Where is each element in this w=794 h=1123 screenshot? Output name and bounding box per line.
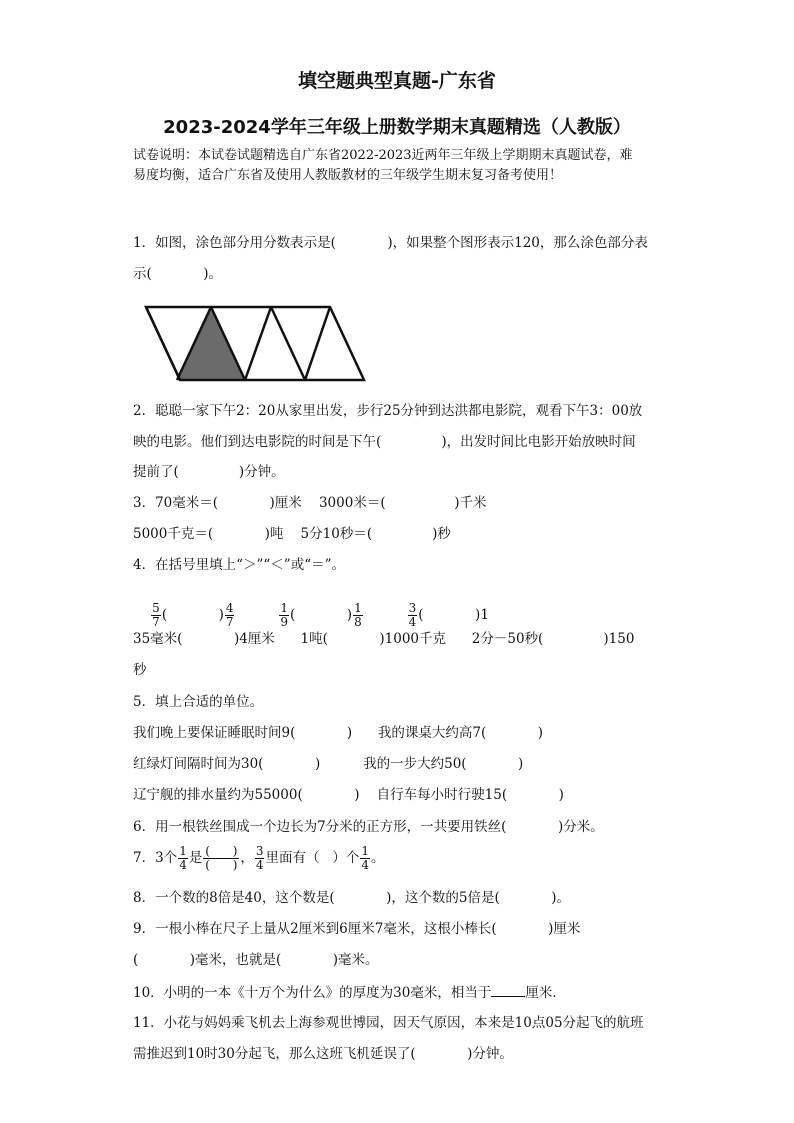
page-title: 填空题典型真题-广东省	[298, 70, 496, 92]
question-2-line-2: 映的电影。他们到达电影院的时间是下午( )，出发时间比电影开始放映时间	[133, 434, 636, 450]
question-1-line-1: 1．如图，涂色部分用分数表示是( )，如果整个图形表示120，那么涂色部分表	[133, 235, 648, 251]
fraction: $\frac{3}{4}$	[255, 844, 264, 872]
question-5-line-4: 辽宁舰的排水量约为55000( ) 自行车每小时行驶15( )	[133, 787, 564, 803]
question-6-line-1: 6．用一根铁丝围成一个边长为7分米的正方形，一共要用铁丝( )分米。	[133, 819, 604, 835]
question-3-line-2: 5000千克＝( )吨 5分10秒＝( )秒	[133, 526, 451, 542]
question-5-line-2: 我们晚上要保证睡眠时间9( ) 我的课桌大约高7( )	[133, 725, 543, 741]
fraction: $\frac{1}{9}$	[280, 601, 289, 629]
question-11-line-1: 11．小花与妈妈乘飞机去上海参观世博园，因天气原因，本来是10点05分起飞的航班	[133, 1015, 644, 1031]
divider-line	[146, 307, 180, 380]
answer-blank-underline[interactable]	[491, 983, 525, 997]
fraction: $\frac{1}{4}$	[361, 844, 369, 872]
question-10-line-1: 10．小明的一本《十万个为什么》的厚度为30毫米，相当于 厘米．	[133, 985, 566, 1001]
question-4-line-1: 4．在括号里填上“＞”“＜”或“＝”。	[133, 557, 345, 573]
fraction: $\frac{3}{4}$	[408, 601, 417, 629]
shaded-triangle	[177, 307, 245, 380]
question-8-line-1: 8．一个数的8倍是40，这个数是( )，这个数的5倍是( )。	[133, 890, 571, 906]
fraction: $\frac{4}{7}$	[225, 601, 234, 629]
fraction: $\frac{1}{8}$	[354, 601, 362, 629]
divider-line	[245, 307, 271, 380]
question-4-line-4: 秒	[133, 662, 147, 678]
question-2-line-3: 提前了( )分钟。	[133, 464, 285, 480]
divider-line	[271, 307, 305, 380]
intro-line-2: 易度均衡，适合广东省及使用人教版教材的三年级学生期末复习备考使用！	[133, 168, 563, 183]
question-2-line-1: 2．聪聪一家下午2：20从家里出发，步行25分钟到达洪都电影院，观看下午3：00放	[133, 403, 643, 419]
parallelogram-outline	[146, 307, 364, 380]
question-3-line-1: 3．70毫米＝( )厘米 3000米＝( )千米	[133, 495, 487, 511]
divider-line	[305, 307, 330, 380]
page-subtitle: 2023-2024学年三年级上册数学期末真题精选（人教版）	[163, 117, 631, 138]
question-4-fraction-row: $\frac{5}{7}$ ( ) $\frac{4}{7}$ $\frac{1}{9}$ ( ) $\frac{1}{8}$ $\frac{3}{4}$ ( )1	[152, 601, 489, 629]
question-9-line-1: 9．一根小棒在尺子上量从2厘米到6厘米7毫米，这根小棒长( )厘米	[133, 921, 581, 937]
fraction-answer-blank[interactable]: $\frac{( )}{( )}$	[205, 844, 238, 872]
fraction: $\frac{5}{7}$	[152, 601, 160, 629]
fraction: $\frac{1}{4}$	[179, 844, 187, 872]
question-9-line-2: ( )毫米，也就是( )毫米。	[133, 952, 379, 968]
question-4-line-3: 35毫米( )4厘米 1吨( )1000千克 2分－50秒( )150	[133, 631, 635, 647]
question-1-line-2: 示( )。	[133, 266, 223, 282]
intro-line-1: 试卷说明：本试卷试题精选自广东省2022-2023近两年三年级上学期期末真题试卷，难	[133, 148, 633, 163]
question-7-line-1: 7．3个 $\frac{1}{4}$ 是 $\frac{( )}{( )}$ ， $\frac{3}{4}$ 里面有（ ）个 $\frac{1}{4}$ 。	[133, 844, 385, 872]
triangle-strip-figure	[143, 303, 368, 385]
question-5-line-1: 5．填上合适的单位。	[133, 694, 264, 710]
question-5-line-3: 红绿灯间隔时间为30( ) 我的一步大约50( )	[133, 756, 524, 772]
question-11-line-2: 需推迟到10时30分起飞，那么这班飞机延误了( )分钟。	[133, 1046, 513, 1062]
